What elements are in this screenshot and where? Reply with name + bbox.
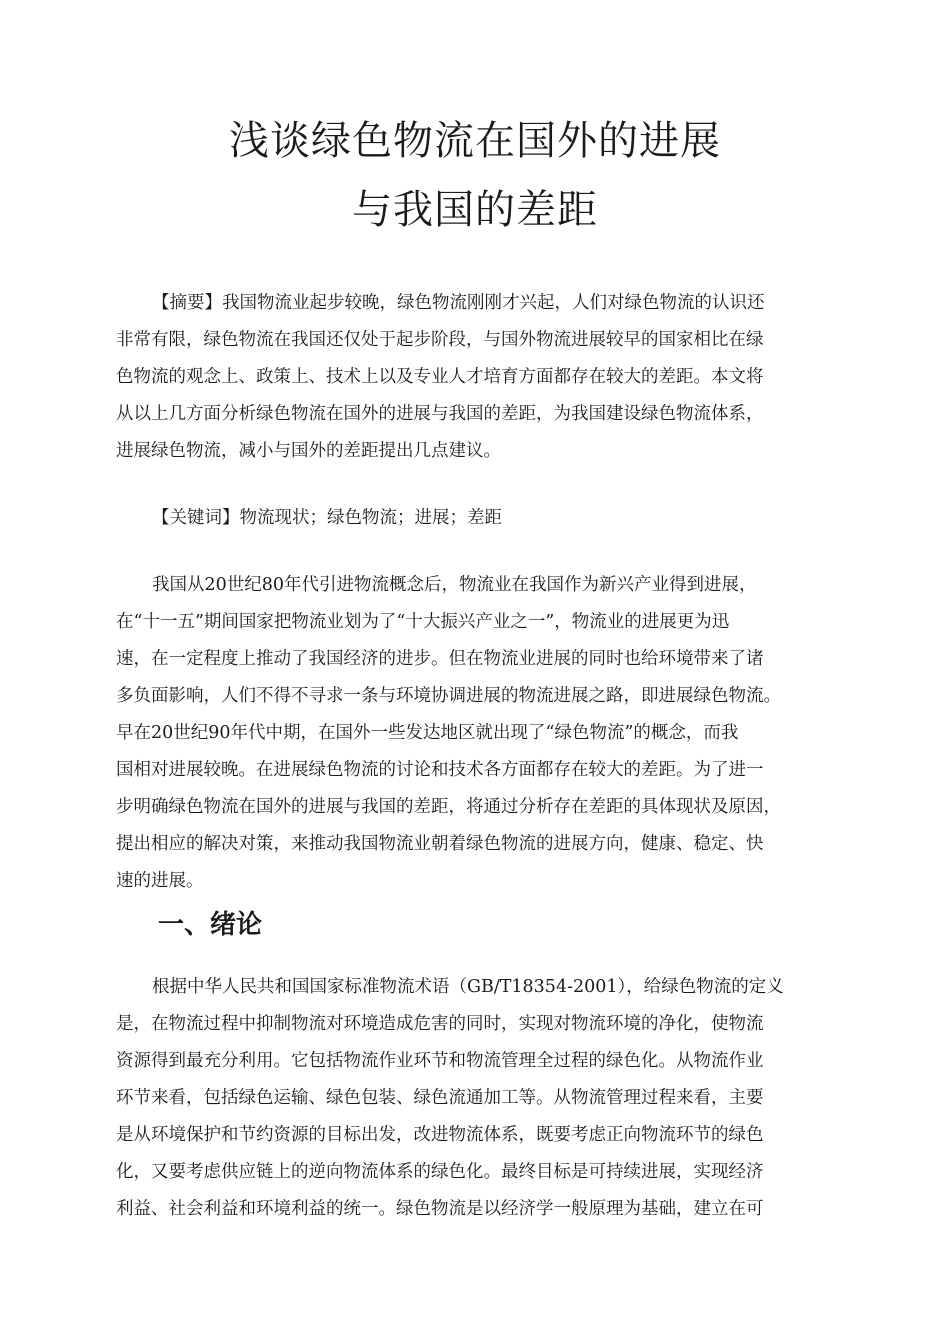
abstract-paragraph [116, 285, 836, 470]
section-1-line: 是，在物流过程中抑制物流对环境造成危害的同时，实现对物流环境的净化，使物流 [116, 1014, 764, 1034]
section-1-line: 化，又要考虑供应链上的逆向物流体系的绿色化。最终目标是可持续进展，实现经济 [116, 1162, 764, 1182]
section-1-line: 利益、社会利益和环境利益的统一。绿色物流是以经济学一般原理为基础，建立在可 [116, 1199, 764, 1219]
intro-paragraph [116, 567, 836, 900]
abstract-line: 【摘要】我国物流业起步较晚，绿色物流刚刚才兴起，人们对绿色物流的认识还 [152, 293, 765, 313]
abstract-line: 进展绿色物流，减小与国外的差距提出几点建议。 [116, 441, 501, 461]
intro-line: 国相对进展较晚。在进展绿色物流的讨论和技术各方面都存在较大的差距。为了进一 [116, 760, 764, 780]
keywords-line: 【关键词】物流现状；绿色物流；进展；差距 [152, 508, 502, 528]
document-title-line-1: 浅谈绿色物流在国外的进展 [229, 118, 721, 164]
keywords-paragraph [116, 500, 836, 537]
intro-line: 速的进展。 [116, 871, 204, 891]
intro-line: 步明确绿色物流在国外的进展与我国的差距，将通过分析存在差距的具体现状及原因， [116, 797, 781, 817]
section-1-line: 根据中华人民共和国国家标准物流术语（GB/T18354-2001），给绿色物流的定义 [152, 977, 784, 997]
abstract-line: 色物流的观念上、政策上、技术上以及专业人才培育方面都存在较大的差距。本文将 [116, 367, 764, 387]
abstract-line: 非常有限，绿色物流在我国还仅处于起步阶段，与国外物流进展较早的国家相比在绿 [116, 330, 764, 350]
section-1-paragraph [116, 969, 836, 1228]
intro-line: 提出相应的解决对策，来推动我国物流业朝着绿色物流的进展方向，健康、稳定、快 [116, 834, 764, 854]
section-1-line: 环节来看，包括绿色运输、绿色包装、绿色流通加工等。从物流管理过程来看，主要 [116, 1088, 764, 1108]
section-1-line: 是从环境保护和节约资源的目标出发，改进物流体系，既要考虑正向物流环节的绿色 [116, 1125, 764, 1145]
intro-line: 在“十一五”期间国家把物流业划为了“十大振兴产业之一”，物流业的进展更为迅 [116, 612, 730, 632]
intro-line: 多负面影响，人们不得不寻求一条与环境协调进展的物流进展之路，即进展绿色物流。 [116, 686, 781, 706]
intro-line: 我国从20世纪80年代引进物流概念后，物流业在我国作为新兴产业得到进展， [152, 575, 757, 595]
intro-line: 早在20世纪90年代中期，在国外一些发达地区就出现了“绿色物流”的概念，而我 [116, 723, 739, 743]
section-1-line: 资源得到最充分利用。它包括物流作业环节和物流管理全过程的绿色化。从物流作业 [116, 1051, 764, 1071]
abstract-line: 从以上几方面分析绿色物流在国外的进展与我国的差距，为我国建设绿色物流体系， [116, 404, 764, 424]
section-heading-introduction: 一、绪论 [158, 910, 263, 940]
intro-line: 速，在一定程度上推动了我国经济的进步。但在物流业进展的同时也给环境带来了诸 [116, 649, 764, 669]
document-title-line-2: 与我国的差距 [352, 187, 598, 233]
